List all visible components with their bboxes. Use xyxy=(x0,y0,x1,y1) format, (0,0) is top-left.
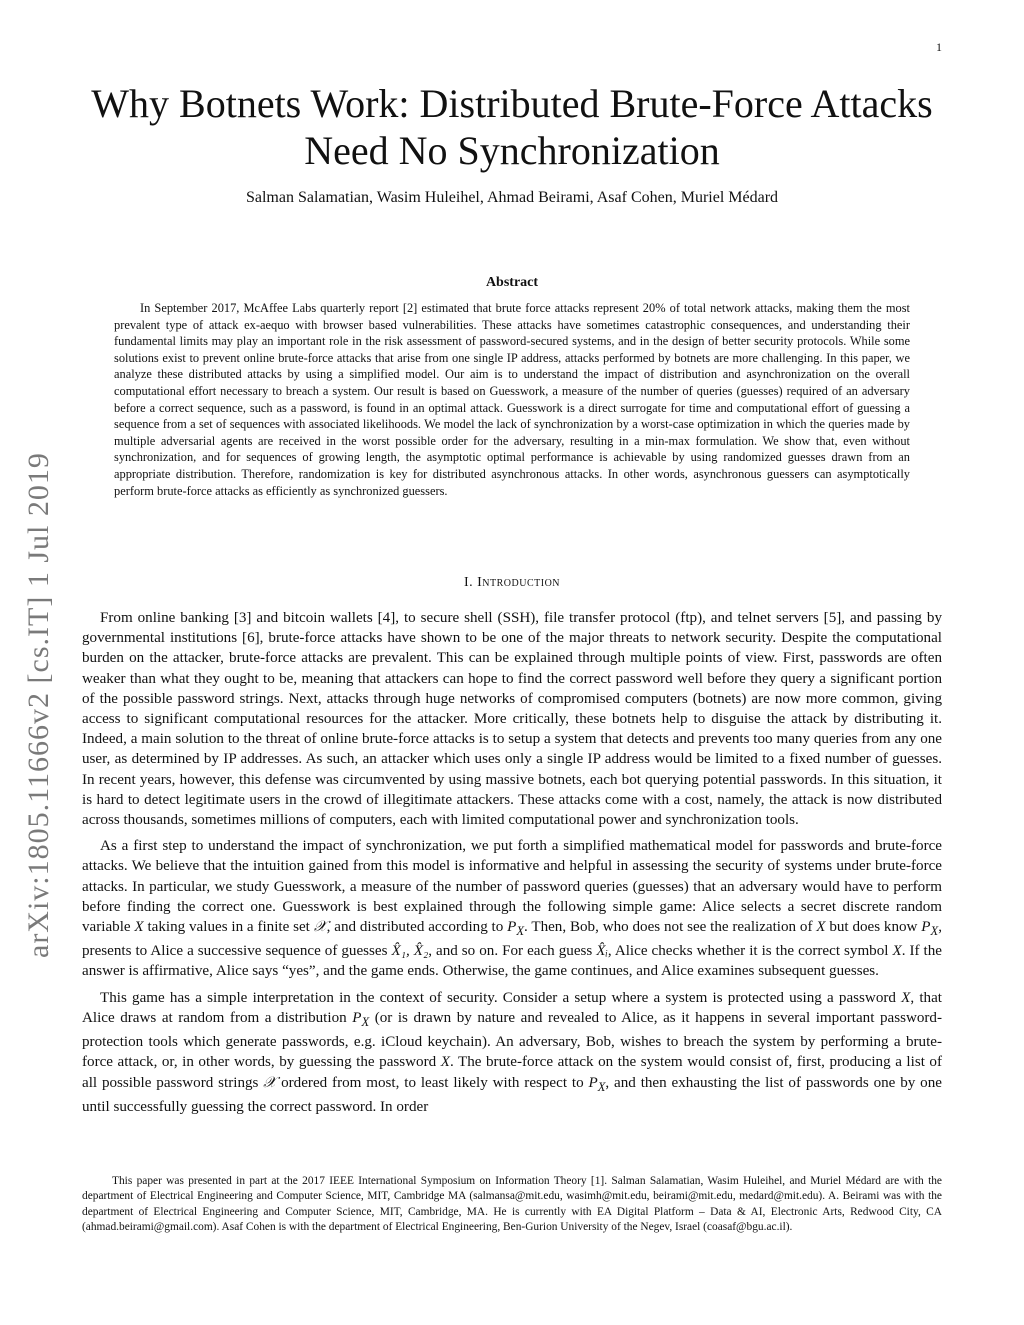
math-X: X xyxy=(901,989,911,1006)
p2-text-i: . If the answer is affirmative, Alice says “yes”, and the game ends. Otherwise, the game continues, and Alice examines subsequent guesses. xyxy=(82,943,942,980)
math-X: X xyxy=(134,919,144,936)
p2-text-e: but does know xyxy=(825,919,922,936)
p3-text-a: This game has a simple interpretation in the context of security. Consider a setup where a system is protected using a password xyxy=(100,989,902,1006)
abstract-text: In September 2017, McAffee Labs quarterly report [2] estimated that brute force attacks represent 20% of total network attacks, making them the most prevalent type of attack ex-aequo with browser based vulnerabilities. These attacks have sometimes catastrophic consequences, and understanding their fundamental limits may play an important role in the risk assessment of password-secured systems, and in the design of better security protocols. While some solutions exist to prevent online brute-force attacks that arise from one single IP address, attacks performed by botnets are more challenging. In this paper, we analyze these distributed attacks by using a simplified model. Our aim is to understand the impact of distribution and asynchronization on the overall computational effort necessary to breach a system. Our result is based on Guesswork, a measure of the number of queries (guesses) required of an adversary before a correct sequence, such as a password, is found in an optimal attack. Guesswork is a direct surrogate for time and computational effort of guessing a sequence from a set of sequences with associated likelihoods. We model the lack of synchronization by a worst-case optimization in which the queries made by multiple adversarial agents are received in the worst possible order for the adversary, resulting in a min-max formulation. We show that, even without synchronization, and for sequences of growing length, the asymptotic optimal performance is achievable by using randomized guesses drawn from an appropriate distribution. Therefore, randomization is key for distributed asynchronous attacks. In other words, asynchronous guessers can asymptotically perform brute-force attacks as efficiently as synchronized guessers. xyxy=(114,301,910,498)
math-P-X: $P_X$ xyxy=(588,1074,606,1094)
p2-text-c: , and distributed according to xyxy=(326,919,508,936)
section-numeral: I. xyxy=(463,575,474,590)
math-guess-i: X̂ᵢ xyxy=(596,943,608,960)
math-X: X xyxy=(440,1054,450,1071)
abstract-heading: Abstract xyxy=(485,275,539,290)
paragraph-2 xyxy=(82,836,942,981)
math-P-X: $P_X$ xyxy=(507,919,525,939)
p3-text-b: , that Alice draws at random from a distribution xyxy=(82,989,942,1026)
author-list: Salman Salamatian, Wasim Huleihel, Ahmad Beirami, Asaf Cohen, Muriel Médard xyxy=(245,189,779,206)
paper-title xyxy=(0,80,1024,174)
arxiv-identifier: arXiv:1805.11666v2 [cs.IT] 1 Jul 2019 xyxy=(22,452,55,958)
p3-text-c: (or is drawn by nature and revealed to Alice, as it happens in several important password-protection tools which generate passwords, e.g. iCloud keychain). An adversary, Bob, wishes to breach the system by performing a brute-force attack, or, in other words, by guessing the password xyxy=(82,1009,942,1071)
math-P-X: $P_X$ xyxy=(921,919,939,939)
p2-text-d: . Then, Bob, who does not see the realization of xyxy=(524,919,817,936)
math-guesses: X̂₁, X̂₂ xyxy=(391,943,429,960)
p2-text-h: , Alice checks whether it is the correct symbol xyxy=(607,943,893,960)
math-set-X: 𝒳 xyxy=(263,1074,277,1091)
title-line-2: Need No Synchronization xyxy=(304,128,720,173)
page-number: 1 xyxy=(936,40,942,54)
p2-text-g: , and so on. For each guess xyxy=(428,943,597,960)
p2-text-f: , presents to Alice a successive sequence of guesses xyxy=(82,919,942,960)
math-X: X xyxy=(816,919,826,936)
math-set-X: 𝒳 xyxy=(313,919,327,936)
footnote: This paper was presented in part at the 2017 IEEE International Symposium on Information Theory [1]. Salman Salamatian, Wasim Huleihel, and Muriel Médard are with the department of Electrical Engineering and Computer Science, MIT, Cambridge MA (salmansa@mit.edu, wasimh@mit.edu, beirami@mit.edu, medard@mit.edu). A. Beirami was with the department of Electrical Engineering and Computer Science, MIT, Cambridge, MA. He is currently with EA Digital Platform – Data & AI, Electronic Arts, Redwood City, CA (ahmad.beirami@gmail.com). Asaf Cohen is with the department of Electrical Engineering, Ben-Gurion University of the Negev, Israel (coasaf@bgu.ac.il). xyxy=(82,1175,942,1233)
section-heading xyxy=(0,575,1024,591)
p3-text-e: ordered from most, to least likely with respect to xyxy=(276,1074,589,1091)
paragraph-1: From online banking [3] and bitcoin wallets [4], to secure shell (SSH), file transfer protocol (ftp), and telnet servers [5], and passing by governmental institutions [6], brute-force attacks have shown to be one of the major threats to network security. Despite the computational burden on the attacker, brute-force attacks are prevalent. This can be explained through multiple points of view. First, passwords are often weaker than what they ought to be, meaning that attackers can hope to find the correct password well before they query a significant portion of the possible password strings. Next, attacks through huge networks of compromised computers (botnets) are now more common, giving access to significant computational resources for the attacker. More critically, these botnets help to disguise the attack by distributing it. Indeed, a main solution to the threat of online brute-force attacks is to setup a system that detects and prevents too many queries from any one user, as determined by IP addresses. As such, an attacker which uses only a single IP address would be limited to a fixed number of guesses. In recent years, however, this defense was circumvented by using massive botnets, each bot querying potential passwords. In this situation, it is hard to detect legitimate users in the crowd of illegitimate attackers. These attacks come with a cost, namely, the attack is now distributed across thousands, sometimes millions of computers, each with limited computational power and synchronization tools. xyxy=(82,610,942,829)
section-title: Introduction xyxy=(477,575,561,590)
p3-text-d: . The brute-force attack on the system would consist of, first, producing a list of all possible password strings xyxy=(82,1054,942,1091)
math-X: X xyxy=(892,943,902,960)
p2-text-b: taking values in a finite set xyxy=(143,919,314,936)
math-P-X: $P_X$ xyxy=(352,1009,370,1029)
main-body-text xyxy=(82,608,942,1123)
paragraph-3 xyxy=(82,988,942,1117)
p2-text-a: As a first step to understand the impact of synchronization, we put forth a simplified mathematical model for passwords and brute-force attacks. We believe that the intuition gained from this model is informative and helpful in assessing the security of systems under brute-force attacks. In particular, we study Guesswork, a measure of the number of password queries (guesses) that an adversary would have to perform before finding the correct one. Guesswork is best explained through the following simple game: Alice selects a secret discrete random variable xyxy=(82,838,942,936)
p3-text-f: , and then exhausting the list of passwords one by one until successfully guessing the correct password. In order xyxy=(82,1074,942,1115)
title-line-1: Why Botnets Work: Distributed Brute-Force Attacks xyxy=(91,81,933,126)
